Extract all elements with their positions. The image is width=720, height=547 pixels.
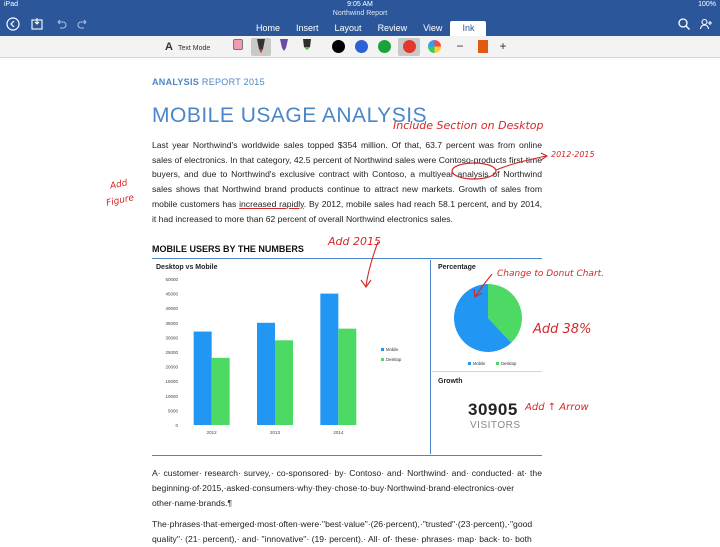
y-tick-label: 20000 <box>165 364 178 370</box>
text-mode-icon: A <box>165 41 173 53</box>
pen-tip-icon <box>251 38 271 56</box>
y-tick-label: 10000 <box>165 393 178 399</box>
battery-indicator: 100% <box>698 1 716 8</box>
pen-purple[interactable] <box>274 38 294 56</box>
ink-strokes <box>0 58 720 541</box>
color-black[interactable] <box>332 40 345 53</box>
search-icon[interactable] <box>677 17 691 31</box>
save-icon[interactable] <box>30 17 44 31</box>
report-header-rest: REPORT 2015 <box>199 77 265 87</box>
pie-legend-label-mobile: Mobile <box>473 361 486 366</box>
device-label: iPad <box>4 1 19 8</box>
chart-title: Desktop vs Mobile <box>156 264 218 271</box>
ink-note-years: 2012-2015 <box>551 150 595 159</box>
ribbon-tabs <box>248 21 486 36</box>
pen-tip-icon <box>274 38 294 56</box>
text-mode-button[interactable] <box>165 40 210 56</box>
y-tick-label: 30000 <box>165 335 178 341</box>
tab-ink[interactable]: Ink <box>450 21 486 36</box>
ink-note-add-arrow: Add ↑ Arrow <box>525 402 589 413</box>
para-text-a: Last year Northwind's worldwide sales topped $354 million. Of that, 63.7 percent was from online sales of electronics. In that category, 42.5 percent of Northwind sales were Contoso-products first-time buyers, and due to Northwind's exclusive contract with Contoso, a <box>152 140 542 180</box>
x-tick-label: 2014 <box>333 430 344 435</box>
growth-label: VISITORS <box>470 420 521 431</box>
underlined-phrase: increased rapidly <box>239 198 304 209</box>
circled-word: multiyear <box>418 169 454 180</box>
section-title: MOBILE USERS BY THE NUMBERS <box>152 244 304 254</box>
report-header-strong: ANALYSIS <box>152 77 200 87</box>
ink-toolbar <box>0 36 720 58</box>
para2-text: A· customer· research· survey,· co-sponsored· by· Contoso· and· Northwind· and· conducted· at· the beginning·of·2015,·asked·consumers·why·they·chose·to·buy·Northwind·brand·electronics·over other·name·brands.¶ <box>152 468 542 508</box>
y-tick-label: 0 <box>175 423 178 428</box>
page-title: MOBILE USAGE ANALYSIS <box>152 104 428 127</box>
redo-icon[interactable] <box>76 17 90 31</box>
ink-note-add-38: Add 38% <box>533 322 592 337</box>
para-text-c: . By 2012, mobile sales had reach 58.1 percent, and by 2014, it had increased to more than 62 percent of overall Northwind electronics sales. <box>152 198 542 224</box>
document-title: Northwind Report <box>332 10 388 17</box>
pie-legend-label-desktop: Desktop <box>501 361 517 366</box>
y-tick-label: 45000 <box>165 291 178 297</box>
tab-view[interactable]: View <box>423 23 443 33</box>
para-text-b: analysis of Northwind sales shows that Northwind brand products continue to attract new markets. Growth of sales from mobile customers has <box>152 169 542 209</box>
tab-layout[interactable]: Layout <box>334 23 362 33</box>
color-green[interactable] <box>378 40 391 53</box>
pen-red-selected[interactable] <box>251 38 271 56</box>
tab-review[interactable]: Review <box>377 23 408 33</box>
ink-note-add: Add <box>109 178 129 192</box>
ink-note-figure: Figure <box>105 193 136 209</box>
legend-label-mobile: Mobile <box>386 347 399 352</box>
ink-circle-multiyear <box>452 163 496 179</box>
y-tick-label: 25000 <box>165 350 178 355</box>
ink-arrow-to-years <box>496 156 546 170</box>
growth-value: 30905 <box>468 400 518 419</box>
y-tick-label: 15000 <box>165 379 178 385</box>
thickness-preview <box>476 39 490 54</box>
highlighter-pink-pen[interactable] <box>228 38 248 56</box>
y-tick-label: 40000 <box>165 306 178 312</box>
highlighter-icon <box>297 38 317 56</box>
clock: 9:05 AM <box>347 1 373 8</box>
thickness-decrease-button[interactable]: − <box>456 39 464 53</box>
y-tick-label: 5000 <box>167 408 178 414</box>
text-mode-label: Text Mode <box>177 45 211 52</box>
color-wheel-icon[interactable] <box>428 40 441 53</box>
legend-label-desktop: Desktop <box>386 357 402 362</box>
para3-text: The·phrases·that·emerged·most·often·were·"best·value"·(26·percent),·"trusted"·(23·percent),·"good quality"· (21· percent),· and· "innovative"· (19· percent).· All· of· these· phrases· map· back· to· both <box>152 519 533 544</box>
tab-insert[interactable]: Insert <box>296 23 319 33</box>
color-red[interactable] <box>403 40 416 53</box>
document-page <box>0 58 720 544</box>
pie-title: Percentage <box>438 264 476 271</box>
back-icon[interactable] <box>6 17 20 31</box>
status-bar <box>0 0 720 10</box>
growth-title: Growth <box>438 378 463 385</box>
app-title-bar <box>0 10 720 36</box>
ink-note-donut: Change to Donut Chart. <box>497 269 605 279</box>
share-person-icon[interactable] <box>699 17 713 31</box>
ink-arrow-donut <box>476 274 492 296</box>
ink-note-include-section: Include Section on Desktop <box>393 119 544 132</box>
highlighter-green-pen[interactable] <box>297 38 317 56</box>
color-blue[interactable] <box>355 40 368 53</box>
undo-icon[interactable] <box>54 17 68 31</box>
y-tick-label: 50000 <box>165 277 178 282</box>
ink-note-add-2015: Add 2015 <box>328 235 381 248</box>
thickness-increase-button[interactable]: + <box>499 39 507 53</box>
y-tick-label: 35000 <box>165 320 178 326</box>
x-tick-label: 2013 <box>269 430 281 435</box>
tab-home[interactable]: Home <box>256 23 281 33</box>
ink-arrow-add-2015 <box>366 242 378 286</box>
x-tick-label: 2012 <box>206 430 217 435</box>
